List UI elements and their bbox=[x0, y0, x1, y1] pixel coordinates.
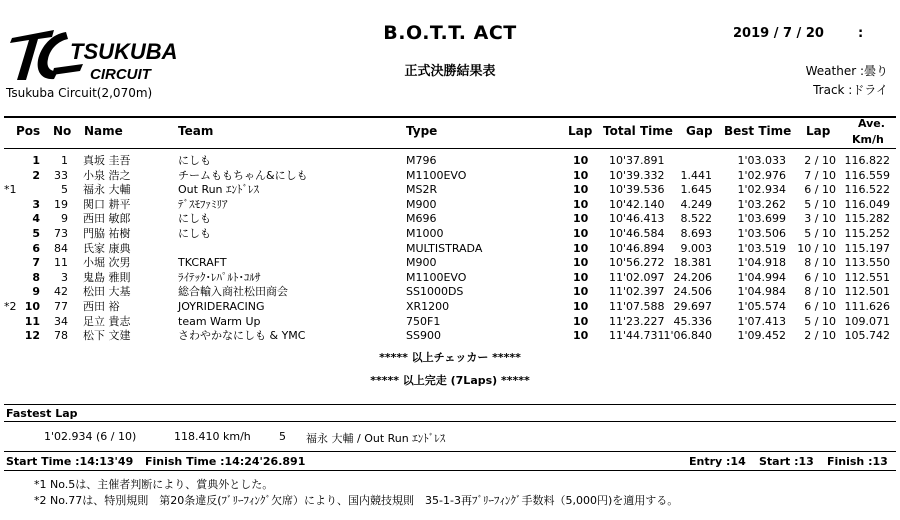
cell-bestlap: 10 / 10 bbox=[797, 241, 836, 255]
cell-team: にしも bbox=[178, 154, 211, 167]
fastest-lap-rider: 福永 大輔 / Out Run ｴﾝﾄﾞﾚｽ bbox=[306, 432, 446, 445]
fastest-lap-no: 5 bbox=[279, 430, 286, 443]
cell-team: team Warm Up bbox=[178, 314, 261, 328]
cell-pos: 11 bbox=[24, 314, 40, 328]
weather-info: Weather :曇り bbox=[805, 64, 888, 78]
cell-name: 鬼島 雅則 bbox=[83, 270, 131, 284]
cell-gap: 1'06.840 bbox=[663, 329, 712, 343]
cell-best: 1'03.262 bbox=[737, 197, 786, 211]
cell-gap: 1.441 bbox=[680, 168, 712, 182]
cell-no: 33 bbox=[54, 168, 68, 182]
cell-best: 1'02.934 bbox=[737, 183, 786, 197]
cell-pos: 6 bbox=[32, 241, 40, 255]
cell-total: 10'39.536 bbox=[609, 183, 665, 197]
cell-name: 氏家 康典 bbox=[83, 241, 131, 255]
cell-pos: 4 bbox=[32, 212, 40, 226]
circuit-name: Tsukuba Circuit(2,070m) bbox=[6, 86, 153, 100]
cell-name: 小堀 次男 bbox=[83, 256, 131, 270]
cell-total: 10'39.332 bbox=[609, 168, 665, 182]
cell-total: 10'37.891 bbox=[609, 154, 665, 167]
cell-best: 1'07.413 bbox=[737, 314, 786, 328]
cell-lap: 10 bbox=[573, 241, 589, 255]
cell-ave: 109.071 bbox=[844, 314, 890, 328]
start-time: Start Time :14:13'49 bbox=[6, 455, 134, 468]
cell-team: にしも bbox=[178, 227, 211, 240]
table-top-rule bbox=[4, 116, 896, 118]
cell-bestlap: 5 / 10 bbox=[804, 197, 836, 211]
cell-lap: 10 bbox=[573, 197, 589, 211]
cell-total: 11'07.588 bbox=[609, 300, 665, 313]
cell-best: 1'04.994 bbox=[737, 270, 786, 284]
cell-bestlap: 2 / 10 bbox=[804, 329, 836, 343]
cell-ave: 115.197 bbox=[844, 241, 890, 255]
cell-type: M1100EVO bbox=[406, 168, 467, 182]
cell-type: MS2R bbox=[406, 183, 438, 197]
cell-lap: 10 bbox=[573, 314, 589, 328]
cell-pos: 9 bbox=[32, 285, 40, 299]
cell-best: 1'04.918 bbox=[737, 256, 786, 270]
cell-gap: 8.693 bbox=[680, 227, 712, 240]
cell-lap: 10 bbox=[573, 300, 589, 313]
cell-gap: 4.249 bbox=[680, 197, 712, 211]
cell-pos: 2 bbox=[32, 168, 40, 182]
col-best-lap: Lap bbox=[806, 124, 831, 138]
cell-total: 11'02.097 bbox=[609, 270, 665, 284]
cell-name: 小泉 浩之 bbox=[83, 168, 131, 182]
event-title: B.O.T.T. ACT bbox=[383, 22, 517, 44]
cell-no: 77 bbox=[54, 300, 68, 313]
col-type: Type bbox=[406, 124, 438, 138]
cell-lap: 10 bbox=[573, 227, 589, 240]
cell-total: 10'46.584 bbox=[609, 227, 665, 240]
track-info: Track :ドライ bbox=[813, 83, 888, 97]
fastest-lap-title: Fastest Lap bbox=[6, 407, 78, 420]
cell-lap: 10 bbox=[573, 183, 589, 197]
cell-team: JOYRIDERACING bbox=[178, 300, 265, 313]
race-date: 2019 / 7 / 20 bbox=[733, 26, 824, 41]
cell-name: 足立 貴志 bbox=[83, 314, 131, 328]
cell-pos: 12 bbox=[24, 329, 40, 343]
cell-gap: 45.336 bbox=[673, 314, 712, 328]
entry-count: Entry :14 bbox=[689, 455, 746, 468]
cell-pos: 10 bbox=[24, 300, 40, 313]
start-count: Start :13 bbox=[759, 455, 814, 468]
cell-type: M1000 bbox=[406, 227, 444, 240]
cell-bestlap: 6 / 10 bbox=[804, 300, 836, 313]
cell-team: さわやかなにしも & YMC bbox=[178, 329, 306, 343]
cell-pos: 8 bbox=[32, 270, 40, 284]
col-name: Name bbox=[84, 124, 123, 138]
cell-name: 門脇 祐樹 bbox=[83, 227, 131, 240]
fastest-lap-speed: 118.410 km/h bbox=[174, 430, 251, 443]
cell-pos: 5 bbox=[32, 227, 40, 240]
cell-total: 10'56.272 bbox=[609, 256, 665, 270]
col-ave: Ave. bbox=[858, 117, 885, 130]
col-gap: Gap bbox=[686, 124, 713, 138]
cell-total: 10'46.894 bbox=[609, 241, 665, 255]
cell-team: Out Run ｴﾝﾄﾞﾚｽ bbox=[178, 183, 260, 197]
cell-type: M696 bbox=[406, 212, 437, 226]
cell-ave: 116.522 bbox=[844, 183, 890, 197]
fastest-lap-time: 1'02.934 (6 / 10) bbox=[44, 430, 137, 443]
cell-bestlap: 8 / 10 bbox=[804, 256, 836, 270]
cell-ave: 116.559 bbox=[844, 168, 890, 182]
cell-no: 73 bbox=[54, 227, 68, 240]
cell-no: 42 bbox=[54, 285, 68, 299]
cell-bestlap: 2 / 10 bbox=[804, 154, 836, 167]
cell-bestlap: 5 / 10 bbox=[804, 227, 836, 240]
cell-gap: 1.645 bbox=[680, 183, 712, 197]
cell-lap: 10 bbox=[573, 154, 589, 167]
cell-bestlap: 6 / 10 bbox=[804, 183, 836, 197]
cell-no: 1 bbox=[61, 154, 68, 167]
cell-ave: 105.742 bbox=[844, 329, 890, 343]
cell-type: SS1000DS bbox=[406, 285, 464, 299]
cell-no: 3 bbox=[61, 270, 68, 284]
cell-best: 1'04.984 bbox=[737, 285, 786, 299]
footnote-1: *1 No.5は、主催者判断により、賞典外とした。 bbox=[34, 478, 274, 491]
cell-bestlap: 6 / 10 bbox=[804, 270, 836, 284]
cell-total: 10'42.140 bbox=[609, 197, 665, 211]
cell-best: 1'05.574 bbox=[737, 300, 786, 313]
cell-type: M900 bbox=[406, 256, 437, 270]
cell-team: TKCRAFT bbox=[178, 256, 227, 270]
cell-name: 松田 大基 bbox=[83, 285, 131, 299]
cell-team: ﾃﾞｽﾓﾌｧﾐﾘｱ bbox=[178, 197, 228, 211]
cell-best: 1'03.699 bbox=[737, 212, 786, 226]
cell-ave: 111.626 bbox=[844, 300, 890, 313]
cell-pos: 3 bbox=[32, 197, 40, 211]
finish-time: Finish Time :14:24'26.891 bbox=[145, 455, 306, 468]
col-team: Team bbox=[178, 124, 214, 138]
col-total-time: Total Time bbox=[603, 124, 673, 138]
cell-gap: 29.697 bbox=[673, 300, 712, 313]
cell-ave: 112.501 bbox=[844, 285, 890, 299]
cell-best: 1'09.452 bbox=[737, 329, 786, 343]
cell-ave: 115.282 bbox=[844, 212, 890, 226]
cell-no: 34 bbox=[54, 314, 68, 328]
col-pos: Pos bbox=[16, 124, 41, 138]
footer-top-rule bbox=[4, 451, 896, 452]
cell-name: 真坂 圭吾 bbox=[83, 154, 131, 167]
cell-best: 1'03.033 bbox=[737, 154, 786, 167]
footer-bottom-rule bbox=[4, 470, 896, 471]
cell-team: ﾗｲﾃｯｸ･ﾚﾊﾟﾙﾄ･ｺﾙｻ bbox=[178, 270, 261, 284]
cell-type: M1100EVO bbox=[406, 270, 467, 284]
cell-total: 10'46.413 bbox=[609, 212, 665, 226]
cell-name: 関口 耕平 bbox=[83, 197, 131, 211]
cell-type: M796 bbox=[406, 154, 437, 167]
cell-gap: 24.206 bbox=[673, 270, 712, 284]
col-best-time: Best Time bbox=[724, 124, 792, 138]
cell-team: チームももちゃん&にしも bbox=[178, 168, 308, 182]
cell-mark: *1 bbox=[4, 183, 17, 197]
cell-team: 総合輸入商社松田商会 bbox=[178, 285, 288, 299]
cell-type: M900 bbox=[406, 197, 437, 211]
cell-ave: 115.252 bbox=[844, 227, 890, 240]
result-subtitle: 正式決勝結果表 bbox=[404, 64, 496, 79]
cell-best: 1'03.506 bbox=[737, 227, 786, 240]
cell-best: 1'02.976 bbox=[737, 168, 786, 182]
col-kmh: Km/h bbox=[852, 133, 884, 146]
cell-pos: 7 bbox=[32, 256, 40, 270]
cell-pos: 1 bbox=[32, 154, 40, 167]
cell-ave: 113.550 bbox=[844, 256, 890, 270]
logo-main-text: TSUKUBA bbox=[70, 39, 178, 64]
cell-team: にしも bbox=[178, 212, 211, 226]
cell-no: 19 bbox=[54, 197, 68, 211]
cell-no: 11 bbox=[54, 256, 68, 270]
checker-note: ***** 以上チェッカー ***** bbox=[379, 351, 521, 364]
cell-no: 9 bbox=[61, 212, 68, 226]
cell-best: 1'03.519 bbox=[737, 241, 786, 255]
cell-type: SS900 bbox=[406, 329, 441, 343]
cell-type: MULTISTRADA bbox=[406, 241, 483, 255]
finish-count: Finish :13 bbox=[827, 455, 888, 468]
cell-name: 福永 大輔 bbox=[83, 183, 131, 197]
footnote-2: *2 No.77は、特別規則 第20条違反(ﾌﾞﾘｰﾌｨﾝｸﾞ欠席）により、国内競技規則 35-1-3再ﾌﾞﾘｰﾌｨﾝｸﾞ手数料（5,000円)を適用する。 bbox=[34, 494, 679, 507]
cell-no: 78 bbox=[54, 329, 68, 343]
logo-sub-text: CIRCUIT bbox=[90, 66, 151, 83]
fastest-top-rule bbox=[4, 404, 896, 405]
cell-bestlap: 3 / 10 bbox=[804, 212, 836, 226]
cell-lap: 10 bbox=[573, 270, 589, 284]
table-header-rule bbox=[4, 148, 896, 149]
cell-gap: 9.003 bbox=[680, 241, 712, 255]
finish-note: ***** 以上完走 (7Laps) ***** bbox=[370, 374, 530, 387]
cell-lap: 10 bbox=[573, 212, 589, 226]
cell-name: 松下 文建 bbox=[83, 329, 131, 343]
cell-ave: 112.551 bbox=[844, 270, 890, 284]
cell-no: 5 bbox=[61, 183, 68, 197]
cell-name: 西田 敏郎 bbox=[83, 212, 131, 226]
cell-total: 11'02.397 bbox=[609, 285, 665, 299]
cell-no: 84 bbox=[54, 241, 68, 255]
cell-ave: 116.822 bbox=[844, 154, 890, 167]
cell-name: 西田 裕 bbox=[83, 300, 120, 313]
cell-bestlap: 8 / 10 bbox=[804, 285, 836, 299]
cell-ave: 116.049 bbox=[844, 197, 890, 211]
col-lap: Lap bbox=[568, 124, 593, 138]
cell-total: 11'44.731 bbox=[609, 329, 665, 343]
cell-gap: 24.506 bbox=[673, 285, 712, 299]
date-colon: : bbox=[858, 26, 864, 41]
cell-lap: 10 bbox=[573, 285, 589, 299]
col-no: No bbox=[53, 124, 72, 138]
cell-lap: 10 bbox=[573, 168, 589, 182]
cell-bestlap: 7 / 10 bbox=[804, 168, 836, 182]
fastest-mid-rule bbox=[4, 421, 896, 422]
cell-lap: 10 bbox=[573, 256, 589, 270]
cell-mark: *2 bbox=[4, 300, 17, 313]
cell-lap: 10 bbox=[573, 329, 589, 343]
cell-total: 11'23.227 bbox=[609, 314, 665, 328]
cell-gap: 8.522 bbox=[680, 212, 712, 226]
cell-type: 750F1 bbox=[406, 314, 441, 328]
cell-gap: 18.381 bbox=[673, 256, 712, 270]
cell-bestlap: 5 / 10 bbox=[804, 314, 836, 328]
cell-type: XR1200 bbox=[406, 300, 450, 313]
